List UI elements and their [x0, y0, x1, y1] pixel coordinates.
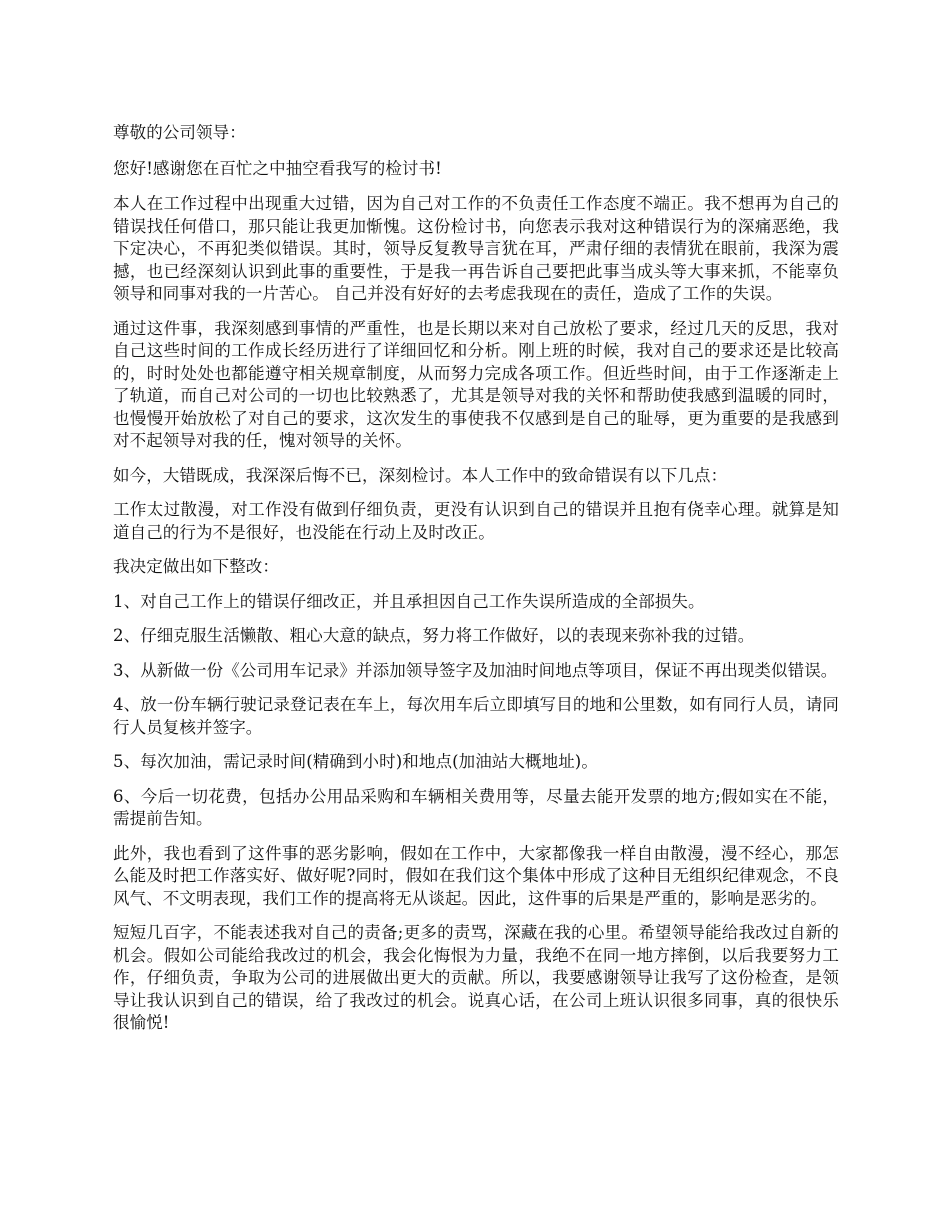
paragraph-admission: 本人在工作过程中出现重大过错，因为自己对工作的不负责任工作态度不端正。我不想再为自己的错误找任何借口，那只能让我更加惭愧。这份检讨书，向您表示我对这种错误行为的深痛恶绝，我下定决心，不再犯类似错误。其时，领导反复教导言犹在耳，严肃仔细的表情犹在眼前，我深为震撼，也已经深刻认识到此事的重要性，于是我一再告诉自己要把此事当成头等大事来抓，不能辜负领导和同事对我的一片苦心。 自己并没有好好的去考虑我现在的责任，造成了工作的失误。	[113, 194, 839, 303]
list-item-correction-1: 1、对自己工作上的错误仔细改正，并且承担因自己工作失误所造成的全部损失。	[113, 591, 705, 611]
paragraph-closing: 短短几百字，不能表述我对自己的责备;更多的责骂，深藏在我的心里。希望领导能给我改过自新的机会。假如公司能给我改过的机会，我会化悔恨为力量，我绝不在同一地方摔倒，以后我要努力工作，仔细负责，争取为公司的进展做出更大的贡献。所以，我要感谢领导让我写了这份检查，是领导让我认识到自己的错误，给了我改过的机会。说真心话，在公司上班认识很多同事，真的很快乐很愉悦!	[113, 923, 839, 1032]
list-item-correction-3: 3、从新做一份《公司用车记录》并添加领导签字及加油时间地点等项目，保证不再出现类似错误。	[113, 660, 838, 680]
list-item-correction-6: 6、今后一切花费，包括办公用品采购和车辆相关费用等，尽量去能开发票的地方;假如实在不能，需提前告知。	[113, 786, 839, 828]
list-item-correction-5: 5、每次加油，需记录时间(精确到小时)和地点(加油站大概地址)。	[113, 752, 598, 771]
paragraph-error-detail: 工作太过散漫，对工作没有做到仔细负责，更没有认识到自己的错误并且抱有侥幸心理。就算是知道自己的行为不是很好，也没能在行动上及时改正。	[113, 500, 839, 542]
list-item-correction-4: 4、放一份车辆行驶记录登记表在车上，每次用车后立即填写目的地和公里数，如有同行人员，请同行人员复核并签字。	[113, 695, 839, 737]
list-item-correction-2: 2、仔细克服生活懒散、粗心大意的缺点，努力将工作做好，以的表现来弥补我的过错。	[113, 626, 755, 645]
paragraph-reflection: 通过这件事，我深刻感到事情的严重性，也是长期以来对自己放松了要求，经过几天的反思，我对自己这些时间的工作成长经历进行了详细回忆和分析。刚上班的时候，我对自己的要求还是比较高的，时时处处也都能遵守相关规章制度，从而努力完成各项工作。但近些时间，由于工作逐渐走上了轨道，而自己对公司的一切也比较熟悉了，尤其是领导对我的关怀和帮助使我感到温暖的同时，也慢慢开始放松了对自己的要求，这次发生的事使我不仅感到是自己的耻辱，更为重要的是我感到对不起领导对我的任，愧对领导的关怀。	[113, 318, 839, 450]
salutation: 尊敬的公司领导：	[113, 123, 246, 142]
paragraph-errors-intro: 如今，大错既成，我深深后悔不已，深刻检讨。本人工作中的致命错误有以下几点：	[113, 465, 728, 485]
paragraph-impact: 此外，我也看到了这件事的恶劣影响，假如在工作中，大家都像我一样自由散漫，漫不经心，那怎么能及时把工作落实好、做好呢?同时，假如在我们这个集体中形成了这种目无组织纪律观念，不良风气、不文明表现，我们工作的提高将无从谈起。因此，这件事的后果是严重的，影响是恶劣的。	[113, 843, 839, 908]
greeting: 您好!感谢您在百忙之中抽空看我写的检讨书!	[113, 158, 442, 178]
paragraph-corrections-intro: 我决定做出如下整改：	[113, 557, 279, 576]
document-page	[113, 122, 839, 1047]
